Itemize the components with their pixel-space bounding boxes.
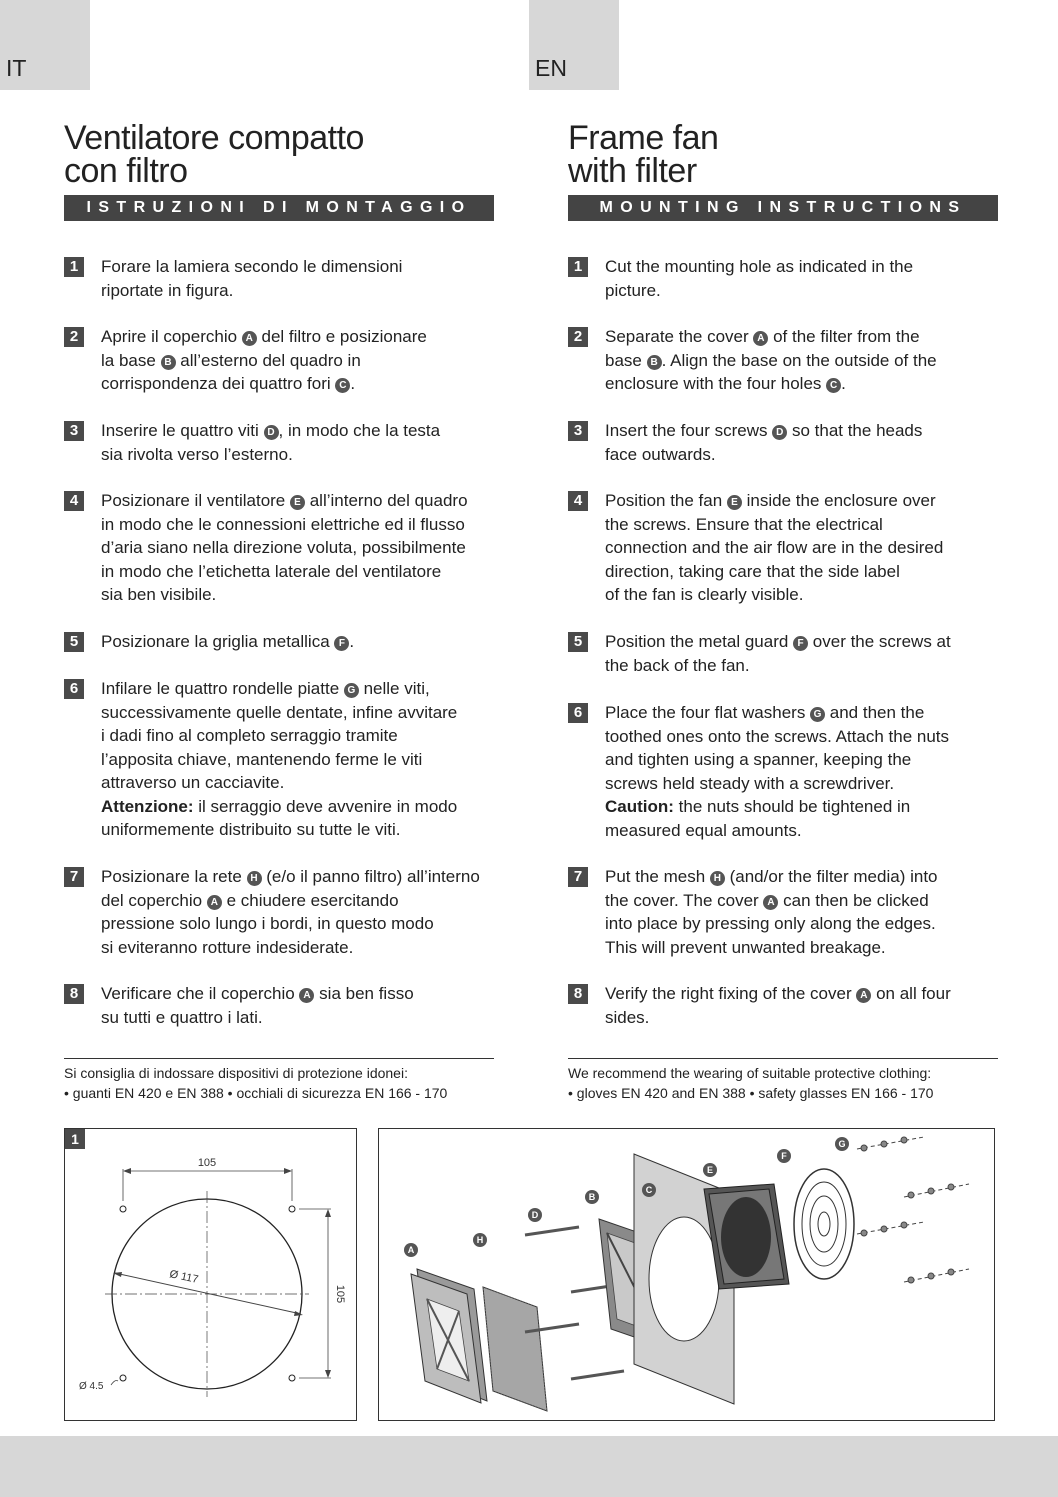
part-callout-icon: C [826, 378, 841, 393]
callout-d: D [531, 1210, 539, 1220]
step-text-run: Posizionare la griglia metallica [101, 632, 335, 651]
callout-b: B [588, 1192, 596, 1202]
mounting-hole [120, 1206, 126, 1212]
step-text-run: base [605, 350, 647, 370]
step-text-run: This will prevent unwanted breakage. [605, 937, 886, 957]
title-line-2: with filter [568, 152, 697, 190]
step-text-run: si eviteranno rotture indesiderate. [101, 937, 354, 957]
step-text-run: su tutti e quattro i lati. [101, 1007, 263, 1027]
step-number-badge: 2 [64, 327, 84, 347]
part-callout-icon: A [207, 895, 222, 910]
step-text-run: d’aria siano nella direzione voluta, possibilmente [101, 538, 466, 557]
part-callout-icon: A [856, 988, 871, 1003]
part-callout-icon: D [264, 425, 279, 440]
step-text-run: sia ben visibile. [101, 585, 217, 604]
step-text-run: Put the mesh [605, 867, 710, 886]
step-text-run: nelle viti, [358, 679, 430, 698]
step-text-run: Verify the right fixing of the cover [605, 984, 857, 1003]
callout-a: A [407, 1245, 415, 1255]
drilling-diagram [65, 1129, 356, 1420]
filter-cover-part [411, 1269, 487, 1403]
step-text-run: connection and the air flow are in the desired [605, 538, 944, 557]
mounting-hole [289, 1206, 295, 1212]
step-text-run: successivamente quelle dentate, infine avvitare [101, 702, 458, 722]
step-text-run: pressione solo lungo i bordi, in questo modo [101, 914, 434, 933]
step-text-run: attraverso un cacciavite. [101, 773, 285, 792]
part-callout-icon: G [344, 683, 359, 698]
step-number-badge: 6 [64, 679, 84, 699]
step-text-run: and then the [825, 703, 925, 722]
drilling-diagram-panel [64, 1128, 357, 1421]
step-text-run: , in modo che la testa [278, 421, 441, 440]
title-line-1: Ventilatore compatto [64, 119, 364, 157]
step-text-run: face outwards. [605, 444, 716, 464]
part-callout-icon: B [161, 355, 176, 370]
exploded-view-illustration [379, 1129, 994, 1420]
arrow-head [325, 1370, 331, 1378]
step-text-run: inside the enclosure over [741, 491, 936, 510]
warning-label: Attenzione: [101, 796, 194, 816]
step-text-run: Verificare che il coperchio [101, 984, 300, 1003]
exploded-view-panel [378, 1128, 995, 1421]
lang-label-en: EN [535, 55, 567, 81]
diagram-badge: 1 [71, 1131, 79, 1147]
callout-f: F [781, 1151, 787, 1161]
lang-tab-it [0, 0, 90, 90]
part-callout-icon: A [299, 988, 314, 1003]
diameter-line [115, 1273, 301, 1314]
step-text-run: enclosure with the four holes [605, 374, 827, 393]
banner-english: MOUNTING INSTRUCTIONS [568, 195, 998, 221]
step-text [101, 630, 501, 654]
step-text [605, 630, 1005, 677]
step-line: Cut the mounting hole as indicated in the [605, 257, 914, 276]
part-callout-icon: B [647, 355, 662, 370]
title-english [568, 119, 719, 190]
step-text-run: Inserire le quattro viti [101, 421, 264, 440]
step-text-run: sia rivolta verso l’esterno. [101, 444, 293, 464]
arrow-head [123, 1168, 131, 1174]
step-text-run: . [841, 374, 846, 393]
step-text-run: the nuts should be tightened in [673, 797, 911, 816]
callout-e: E [706, 1165, 714, 1175]
step-text [101, 255, 501, 302]
note-line-2: • gloves EN 420 and EN 388 • safety glasses EN 166 - 170 [568, 1085, 934, 1101]
step-text [605, 982, 1005, 1029]
dim-hole-label: Ø 4.5 [79, 1381, 104, 1392]
step-text-run: the screws. Ensure that the electrical [605, 514, 883, 534]
step-number-badge: 8 [64, 984, 84, 1004]
step-text-run: and tighten using a spanner, keeping the [605, 750, 912, 769]
dim-top-label: 105 [197, 1157, 217, 1169]
filter-mesh-part [483, 1287, 547, 1411]
step-text-run: la base [101, 350, 161, 370]
step-text-run: of the fan is clearly visible. [605, 585, 804, 604]
step-number-badge: 1 [64, 257, 84, 277]
step-text [101, 865, 501, 959]
lang-label-it: IT [6, 55, 27, 81]
step-text-run: direction, taking care that the side label [605, 561, 900, 581]
step-text-run: measured equal amounts. [605, 820, 802, 840]
dim-diameter-label: Ø 117 [168, 1268, 200, 1286]
step-text-run: Posizionare la rete [101, 867, 247, 886]
step-number-badge: 2 [568, 327, 588, 347]
step-number-badge: 5 [64, 632, 84, 652]
banner-italian: ISTRUZIONI DI MONTAGGIO [64, 195, 494, 221]
step-text [101, 419, 501, 466]
step-text [605, 419, 1005, 466]
step-line: picture. [605, 280, 661, 300]
step-text-run: sides. [605, 1007, 650, 1027]
part-callout-icon: D [772, 425, 787, 440]
step-text-run: Posizionare il ventilatore [101, 491, 290, 510]
step-text-run: l’apposita chiave, mantenendo ferme le viti [101, 749, 423, 769]
step-text [605, 325, 1005, 396]
step-text-run: del coperchio [101, 890, 207, 910]
step-text-run: i dadi fino al completo serraggio tramite [101, 726, 398, 745]
step-text-run: del filtro e posizionare [256, 327, 427, 346]
step-text [605, 865, 1005, 959]
note-english [568, 1058, 998, 1103]
lang-tab-en [529, 0, 619, 90]
step-number-badge: 3 [64, 421, 84, 441]
step-number-badge: 8 [568, 984, 588, 1004]
step-text-run: Aprire il coperchio [101, 327, 242, 346]
step-line: Forare la lamiera secondo le dimensioni [101, 257, 403, 276]
step-number-badge: 4 [64, 491, 84, 511]
title-line-2: con filtro [64, 152, 188, 190]
step-text-run: toothed ones onto the screws. Attach the nuts [605, 726, 950, 746]
step-text-run: into place by pressing only along the edges. [605, 914, 936, 933]
step-text-run: in modo che le connessioni elettriche ed il flusso [101, 514, 465, 534]
step-text-run: . [349, 632, 355, 651]
step-text-run: over the screws at [808, 632, 951, 651]
washers-nuts-part [857, 1137, 969, 1283]
part-callout-icon: F [793, 636, 808, 651]
step-text-run: all’esterno del quadro in [175, 350, 361, 370]
title-line-1: Frame fan [568, 119, 719, 157]
step-text [101, 325, 501, 396]
fan-guard-part [794, 1169, 854, 1279]
step-text-run: . Align the base on the outside of the [661, 350, 937, 370]
step-text-run: sia ben fisso [314, 984, 414, 1003]
step-text-run: Position the fan [605, 491, 727, 510]
step-text-run: Separate the cover [605, 327, 754, 346]
step-text-run: Place the four flat washers [605, 703, 811, 722]
title-italian [64, 119, 364, 190]
step-number-badge: 6 [568, 703, 588, 723]
step-number-badge: 1 [568, 257, 588, 277]
part-callout-icon: H [710, 871, 725, 886]
part-callout-icon: E [290, 495, 305, 510]
step-text-run: in modo che l’etichetta laterale del ventilatore [101, 561, 442, 581]
arrow-head [325, 1209, 331, 1217]
step-text-run: e chiudere esercitando [221, 890, 399, 910]
step-text-run: corrispondenza dei quattro fori [101, 374, 336, 393]
step-number-badge: 5 [568, 632, 588, 652]
step-text-run: (and/or the filter media) into [724, 867, 938, 886]
step-text-run: . [350, 374, 356, 393]
step-text-run: on all four [871, 984, 951, 1003]
part-callout-icon: A [763, 895, 778, 910]
part-callout-icon: C [335, 378, 350, 393]
step-text-run: Insert the four screws [605, 421, 773, 440]
step-text-run: of the filter from the [768, 327, 920, 346]
part-callout-icon: F [334, 636, 349, 651]
step-text [605, 489, 1005, 607]
step-text [101, 677, 501, 842]
step-text-run: all’interno del quadro [304, 491, 468, 510]
note-line-2: • guanti EN 420 e EN 388 • occhiali di sicurezza EN 166 - 170 [64, 1085, 448, 1101]
step-line: riportate in figura. [101, 280, 234, 300]
step-text-run: il serraggio deve avvenire in modo [193, 796, 458, 816]
step-text-run: screws held steady with a screwdriver. [605, 773, 895, 793]
note-line-1: We recommend the wearing of suitable protective clothing: [568, 1065, 932, 1081]
step-number-badge: 7 [64, 867, 84, 887]
step-text-run: so that the heads [787, 421, 923, 440]
step-text-run: Infilare le quattro rondelle piatte [101, 679, 344, 698]
step-text-run: the cover. The cover [605, 890, 764, 910]
warning-label: Caution: [605, 797, 674, 816]
part-callout-icon: A [753, 331, 768, 346]
note-line-1: Si consiglia di indossare dispositivi di protezione idonei: [64, 1065, 408, 1081]
dim-side-label: 105 [334, 1284, 346, 1304]
part-callout-icon: G [810, 707, 825, 722]
note-italian [64, 1058, 494, 1103]
callout-h: H [476, 1235, 484, 1245]
mounting-hole [289, 1375, 295, 1381]
part-callout-icon: A [242, 331, 257, 346]
footer-band [0, 1436, 1058, 1497]
step-text-run: uniformemente distribuito su tutte le viti. [101, 820, 401, 839]
mounting-hole [120, 1375, 126, 1381]
step-text-run: the back of the fan. [605, 655, 750, 675]
step-text [605, 701, 1005, 842]
step-number-badge: 3 [568, 421, 588, 441]
step-number-badge: 4 [568, 491, 588, 511]
step-text [101, 982, 501, 1029]
step-text-run: Position the metal guard [605, 632, 794, 651]
callout-g: G [838, 1139, 846, 1149]
arrow-head [294, 1311, 303, 1316]
step-text-run: can then be clicked [778, 890, 929, 910]
hole-leader [111, 1381, 118, 1386]
step-text [101, 489, 501, 607]
step-number-badge: 7 [568, 867, 588, 887]
part-callout-icon: E [727, 495, 742, 510]
fan-part [704, 1184, 789, 1289]
step-text [605, 255, 1005, 302]
arrow-head [284, 1168, 292, 1174]
part-callout-icon: H [247, 871, 262, 886]
step-text-run: (e/o il panno filtro) all’interno [261, 867, 480, 886]
callout-c: C [645, 1185, 653, 1195]
